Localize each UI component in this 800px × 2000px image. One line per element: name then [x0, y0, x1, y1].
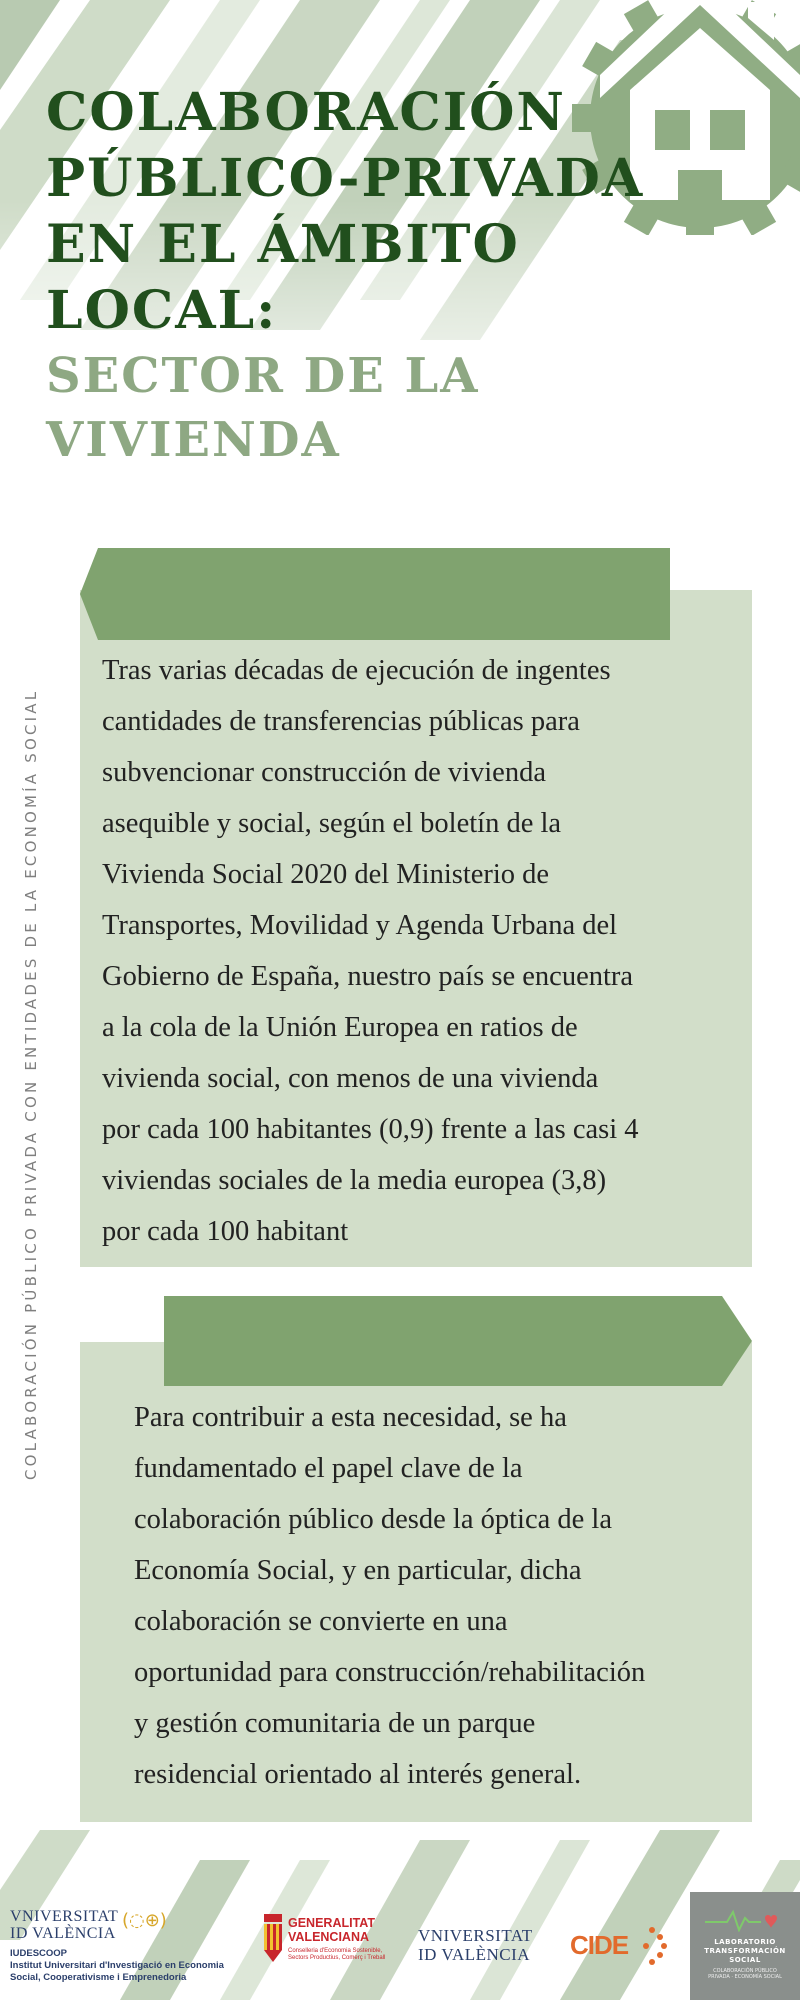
text-line: residencial orientado al interés general.: [134, 1759, 582, 1790]
iudescoop-acronym: IUDESCOOP: [10, 1948, 68, 1959]
uv-name-line1: VNIVERSITAT: [418, 1926, 533, 1945]
panel-2-text: [134, 1392, 645, 1800]
title-line: LOCAL:: [46, 280, 278, 341]
text-line: Para contribuir a esta necesidad, se ha: [134, 1402, 567, 1433]
iudescoop-fullname-line2: Social, Cooperativisme i Emprenedoria: [10, 1972, 187, 1983]
text-line: por cada 100 habitant: [102, 1216, 349, 1247]
uv-name-line2: ID VALÈNCIA: [418, 1945, 531, 1964]
lab-name-line2: TRANSFORMACIÓN: [704, 1947, 786, 1955]
cidec-wordmark: CIDE: [570, 1930, 629, 1960]
text-line: oportunidad para construcción/rehabilitación: [134, 1657, 646, 1688]
logo-uv-iudescoop: [10, 1908, 250, 1984]
text-line: colaboración se convierte en una: [134, 1606, 508, 1637]
text-line: y gestión comunitaria de un parque: [134, 1708, 536, 1739]
lab-subtitle-line2: PRIVADA · ECONOMÍA SOCIAL: [708, 1974, 782, 1980]
text-line: fundamentado el papel clave de la: [134, 1453, 523, 1484]
logo-cidec: [568, 1920, 668, 1970]
text-line: vivienda social, con menos de una vivienda: [102, 1063, 599, 1094]
subtitle-line: VIVIENDA: [46, 412, 341, 468]
lab-name-line3: SOCIAL: [729, 1956, 761, 1964]
text-line: Tras varias décadas de ejecución de ingentes: [102, 655, 611, 686]
title-line: COLABORACIÓN: [46, 82, 566, 143]
footer-logos: [0, 1892, 800, 2000]
text-line: Economía Social, y en particular, dicha: [134, 1555, 582, 1586]
heartbeat-icon: [705, 1908, 785, 1932]
text-line: cantidades de transferencias públicas para: [102, 706, 580, 737]
subtitle-line: SECTOR DE LA: [46, 348, 480, 404]
text-line: colaboración público desde la óptica de la: [134, 1504, 612, 1535]
text-line: por cada 100 habitantes (0,9) frente a las casi 4: [102, 1114, 639, 1145]
text-line: Vivienda Social 2020 del Ministerio de: [102, 859, 550, 890]
generalitat-line1: GENERALITAT: [288, 1916, 376, 1930]
text-line: viviendas sociales de la media europea (3,8): [102, 1165, 607, 1196]
text-line: subvencionar construcción de vivienda: [102, 757, 546, 788]
panel-1-text: [102, 645, 639, 1257]
iudescoop-symbol-icon: (◌⊕): [122, 1910, 167, 1931]
panel-banner-1: [80, 548, 670, 640]
generalitat-conselleria: Conselleria d'Economia Sostenible, Sectors Productius, Comerç i Treball: [288, 1948, 386, 1961]
generalitat-emblem-icon: [262, 1914, 284, 1962]
lab-name-line1: LABORATORIO: [714, 1938, 776, 1946]
title-line: PÚBLICO-PRIVADA: [46, 148, 645, 209]
cidec-mark-icon: [602, 1920, 672, 1970]
text-line: asequible y social, según el boletín de la: [102, 808, 562, 839]
text-line: Gobierno de España, nuestro país se encuentra: [102, 961, 634, 992]
panel-banner-2: [164, 1296, 752, 1386]
uv-name-line2: ID VALÈNCIA: [10, 1925, 116, 1942]
generalitat-name: [288, 1916, 375, 1944]
generalitat-line2: VALENCIANA: [288, 1930, 370, 1944]
iudescoop-fullname-line1: Institut Universitari d'Investigació en Economia: [10, 1960, 224, 1971]
uv-name-line1: VNIVERSITAT: [10, 1908, 119, 1925]
title-line: EN EL ÁMBITO: [46, 214, 520, 275]
text-line: a la cola de la Unión Europea en ratios de: [102, 1012, 578, 1043]
logo-generalitat-valenciana: [262, 1912, 402, 1982]
side-caption: COLABORACIÓN PÚBLICO PRIVADA CON ENTIDADES DE LA ECONOMÍA SOCIAL: [22, 688, 40, 1480]
text-line: Transportes, Movilidad y Agenda Urbana del: [102, 910, 618, 941]
logo-universitat-valencia: [418, 1926, 548, 1964]
logo-laboratorio-transformacion-social: [690, 1892, 800, 2000]
lab-subtitle-line1: COLABORACIÓN PÚBLICO: [713, 1968, 777, 1974]
title-block: [46, 80, 646, 472]
